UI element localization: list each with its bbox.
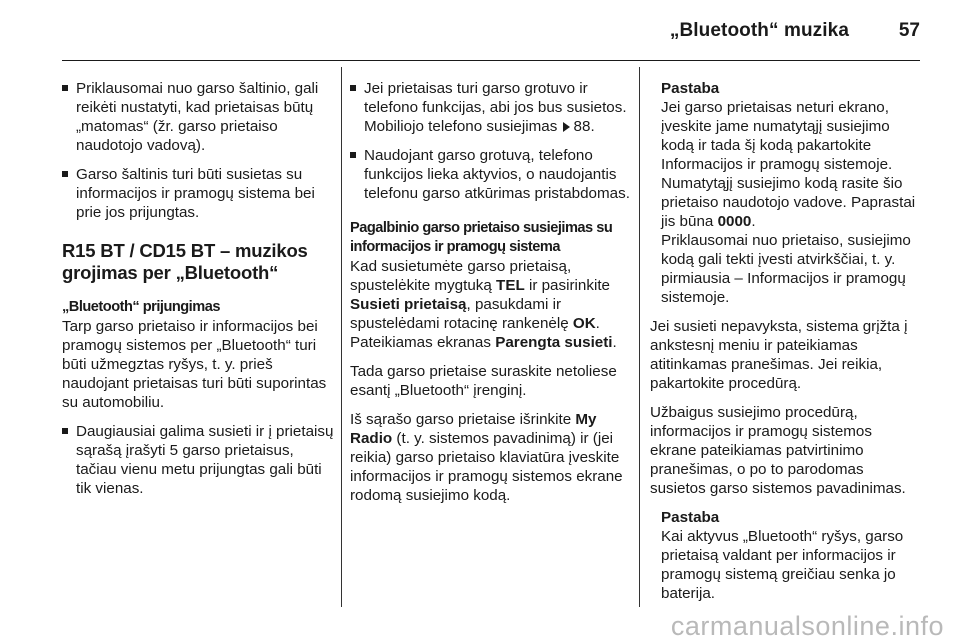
note-text: Priklausomai nuo prietaiso, susiejimo kodą gali tekti įvesti atvirkščiai, t. y. pirmiausia – Informacijos ir pramogų sistemoje.: [661, 232, 911, 306]
system-name: My Radio: [350, 411, 597, 447]
screen-name: Parengta susieti: [495, 334, 613, 351]
note-text: [661, 98, 922, 231]
bullet-item: Naudojant garso grotuvą, telefono funkcijos lieka aktyvios, o naudojantis telefonu garso atkūrimas pristabdomas.: [350, 146, 630, 203]
paragraph: Tada garso prietaise suraskite netoliese esantį „Bluetooth“ įrenginį.: [350, 363, 617, 399]
note-title: Pastaba: [661, 80, 720, 97]
paragraph: Jei susieti nepavyksta, sistema grįžta į ankstesnį meniu ir pateikiamas atitinkamas pranešimas. Jei reikia, pakartokite procedūrą.: [650, 318, 908, 392]
button-name-tel: TEL: [496, 277, 525, 294]
paragraph: Tarp garso prietaiso ir informacijos bei pramogų sistemos per „Bluetooth“ turi būti užmegztas ryšys, t. y. prieš naudojant prietaisas turi būti suporintas su automobiliu.: [62, 318, 327, 411]
text-run: Kad susietumėte garso prietaisą, spustelėkite mygtuką: [350, 258, 572, 294]
bullet-item: Daugiausiai galima susieti ir į prietaisų sąrašą įrašyti 5 garso prietaisus, tačiau vienu metu prijungtas gali būti tik vienas.: [62, 422, 334, 498]
knob-name-ok: OK: [572, 315, 596, 332]
column-divider-1: [341, 67, 342, 607]
page-header: [0, 20, 920, 44]
header-rule: [62, 60, 920, 61]
note-title: Pastaba: [661, 509, 720, 526]
reference-arrow-icon: [563, 122, 570, 132]
page-number: 57: [898, 20, 920, 41]
subheading: Pagalbinio garso prietaiso susiejimas su informacijos ir pramogų sistema: [350, 220, 613, 255]
text-run: Jei garso prietaisas neturi ekrano, įveskite jame numatytąjį susiejimo kodą ir tada šį kodą pakartokite Informacijos ir pramogų sistemoje. Numatytąjį susiejimo kodą rasite šio prietaiso naudotojo vadove. Paprastai jis būna: [661, 99, 916, 230]
bullet-text: Jei prietaisas turi garso grotuvo ir telefono funkcijas, abi jos bus susietos. Mobiliojo telefono susiejimas: [364, 80, 627, 135]
note-text: Kai aktyvus „Bluetooth“ ryšys, garso prietaisą valdant per informacijos ir pramogų sistemą greičiau senka jo baterija.: [661, 528, 904, 602]
paragraph: [350, 257, 630, 352]
chapter-title: „Bluetooth“ muzika: [669, 20, 849, 41]
default-code: 0000: [717, 213, 752, 230]
text-run: . Pateikiamas ekranas: [350, 315, 600, 351]
bullet-item: [350, 79, 630, 136]
paragraph: Užbaigus susiejimo procedūrą, informacijos ir pramogų sistemos ekrane pateikiamas patvirtinimo pranešimas, o po to parodomas susietos garso sistemos pavadinimas.: [650, 404, 906, 497]
page-reference: 88.: [573, 118, 595, 135]
bullet-item: Garso šaltinis turi būti susietas su informacijos ir pramogų sistema bei prie jos prijungtas.: [62, 165, 334, 222]
section-heading: R15 BT / CD15 BT – muzikos grojimas per „Bluetooth“: [62, 240, 308, 283]
column-3: [650, 79, 922, 613]
column-2: [350, 79, 630, 515]
paragraph: [350, 410, 630, 505]
menu-item-name: Susieti prietaisą: [350, 296, 467, 313]
column-divider-2: [639, 67, 640, 607]
subheading: „Bluetooth“ prijungimas: [62, 299, 220, 315]
column-1: [62, 79, 334, 508]
text-run: (t. y. sistemos pavadinimą) ir (jei reikia) garso prietaiso klaviatūra įveskite informacijos ir pramogų sistemos ekrane rodomą susiejimo kodą.: [350, 430, 623, 504]
bullet-item: Priklausomai nuo garso šaltinio, gali reikėti nustatyti, kad prietaisas būtų „matomas“ (žr. garso prietaiso naudotojo vadovą).: [62, 79, 334, 155]
text-run: ir pasirinkite: [524, 277, 610, 294]
note-box: [650, 508, 922, 603]
text-run: Iš sąrašo garso prietaise išrinkite: [350, 411, 576, 428]
note-box: [650, 79, 922, 307]
text-run: , pasukdami ir spustelėdami rotacinę rankenėlę: [350, 296, 573, 332]
watermark: carmanualsonline.info: [670, 611, 944, 641]
text-run: .: [751, 213, 756, 230]
text-run: .: [612, 334, 617, 351]
